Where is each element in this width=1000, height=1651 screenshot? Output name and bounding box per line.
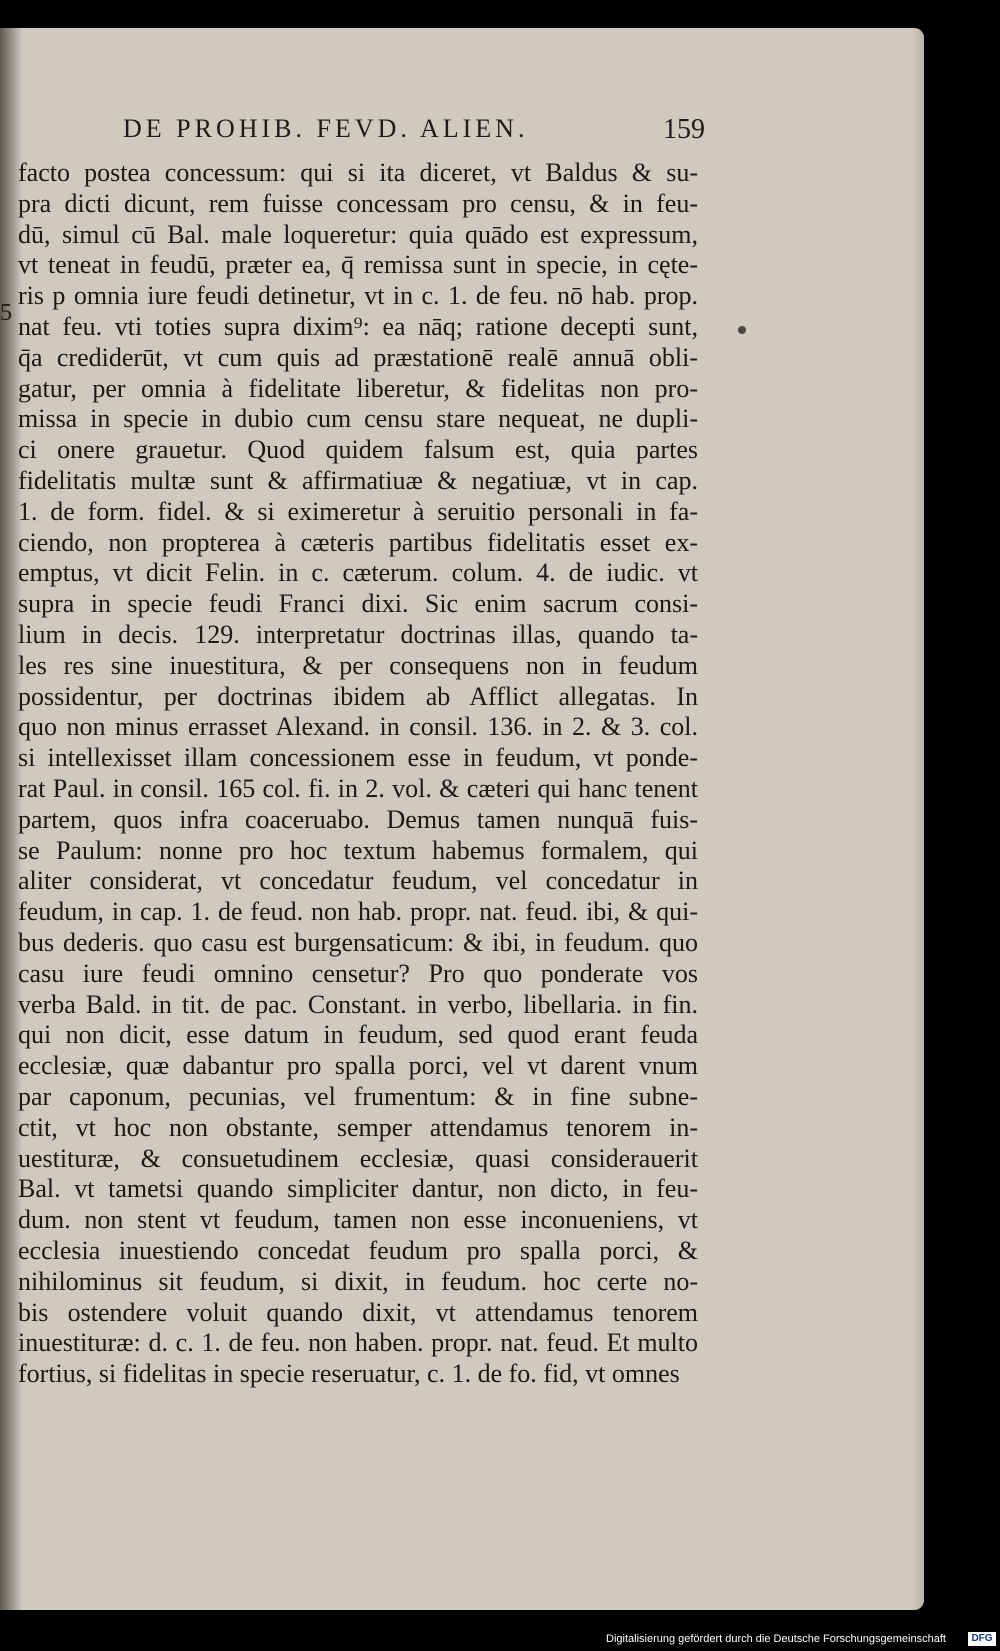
text-line: supra in specie feudi Franci dixi. Sic enim sacrum consi- — [18, 589, 698, 619]
text-line: nihilominus sit feudum, si dixit, in feudum. hoc certe no- — [18, 1266, 698, 1296]
book-page — [0, 28, 924, 1610]
text-line: partem, quos infra coaceruabo. Demus tamen nunquā fuis- — [18, 804, 698, 834]
text-line: uestituræ, & consuetudinem ecclesiæ, quasi considerauerit — [18, 1143, 698, 1173]
text-line: gatur, per omnia à fidelitate liberetur, & fidelitas non pro- — [18, 373, 698, 403]
text-line: vt teneat in feudū, præter ea, q̄ remissa sunt in specie, in cęte- — [18, 250, 698, 280]
text-line: dū, simul cū Bal. male loqueretur: quia quādo est expressum, — [18, 219, 698, 249]
running-head-title: DE PROHIB. FEVD. ALIEN. — [123, 114, 529, 143]
text-line: ciendo, non propterea à cæteris partibus fidelitatis esset ex- — [18, 527, 698, 557]
text-line: dum. non stent vt feudum, tamen non esse inconueniens, vt — [18, 1205, 698, 1235]
text-line: ecclesia inuestiendo concedat feudum pro spalla porci, & — [18, 1236, 698, 1265]
dfg-logo: DFG — [968, 1632, 996, 1646]
text-line: bus dederis. quo casu est burgensaticum: & ibi, in feudum. quo — [18, 928, 698, 957]
text-line: les res sine inuestitura, & per consequens non in feudum — [18, 650, 698, 680]
text-line: fidelitatis multæ sunt & affirmatiuæ & negatiuæ, vt in cap. — [18, 466, 698, 495]
text-line: se Paulum: nonne pro hoc textum habemus formalem, qui — [18, 835, 698, 865]
text-line: q̄a crediderūt, vt cum quis ad præstationē realē annuā obli- — [18, 342, 698, 372]
text-line: par caponum, pecunias, vel frumentum: & in fine subne- — [18, 1082, 698, 1111]
text-line: ci onere grauetur. Quod quidem falsum est, quia partes — [18, 435, 698, 465]
text-line: feudum, in cap. 1. de feud. non hab. propr. nat. feud. ibi, & qui- — [18, 897, 698, 927]
text-line: aliter considerat, vt concedatur feudum, vel concedatur in — [18, 866, 698, 896]
text-line: Bal. vt tametsi quando simpliciter dantur, non dicto, in feu- — [18, 1174, 698, 1204]
text-line: facto postea concessum: qui si ita diceret, vt Baldus & su- — [18, 158, 698, 187]
text-line: possidentur, per doctrinas ibidem ab Afflict allegatas. In — [18, 681, 698, 711]
text-line: ctit, vt hoc non obstante, semper attendamus tenorem in- — [18, 1112, 698, 1142]
text-line: ecclesiæ, quæ dabantur pro spalla porci, vel vt darent vnum — [18, 1051, 698, 1081]
text-line: si intellexisset illam concessionem esse in feudum, vt ponde- — [18, 743, 698, 773]
margin-note: 5 — [0, 300, 12, 326]
text-line: pra dicti dicunt, rem fuisse concessam pro censu, & in feu- — [18, 188, 698, 218]
text-line: nat feu. vti toties supra dixim⁹: ea nāq; ratione decepti sunt, — [18, 312, 698, 341]
ink-spot — [738, 326, 746, 334]
text-line: lium in decis. 129. interpretatur doctrinas illas, quando ta- — [18, 620, 698, 649]
text-line: quo non minus errasset Alexand. in consil. 136. in 2. & 3. col. — [18, 712, 698, 742]
text-line: inuestituræ: d. c. 1. de feu. non haben. propr. nat. feud. Et multo — [18, 1328, 698, 1358]
text-line: qui non dicit, esse datum in feudum, sed quod erant feuda — [18, 1020, 698, 1050]
text-line: rat Paul. in consil. 165 col. fi. in 2. vol. & cæteri qui hanc tenent — [18, 774, 698, 803]
text-line: casu iure feudi omnino censetur? Pro quo ponderate vos — [18, 958, 698, 988]
text-line: emptus, vt dicit Felin. in c. cæterum. colum. 4. de iudic. vt — [18, 558, 698, 588]
text-line: ris p omnia iure feudi detinetur, vt in c. 1. de feu. nō hab. prop. — [18, 281, 698, 311]
page-number: 159 — [663, 114, 705, 145]
text-line: fortius, si fidelitas in specie reseruatur, c. 1. de fo. fid, vt omnes — [18, 1359, 680, 1389]
page-edge — [912, 28, 924, 1610]
text-line: bis ostendere voluit quando dixit, vt attendamus tenorem — [18, 1297, 698, 1327]
digitization-credit: Digitalisierung gefördert durch die Deutsche Forschungsgemeinschaft — [606, 1633, 946, 1645]
text-line: verba Bald. in tit. de pac. Constant. in verbo, libellaria. in fin. — [18, 989, 698, 1019]
text-line: 1. de form. fidel. & si eximeretur à seruitio personali in fa- — [18, 496, 698, 526]
text-line: missa in specie in dubio cum censu stare nequeat, ne dupli- — [18, 404, 698, 434]
